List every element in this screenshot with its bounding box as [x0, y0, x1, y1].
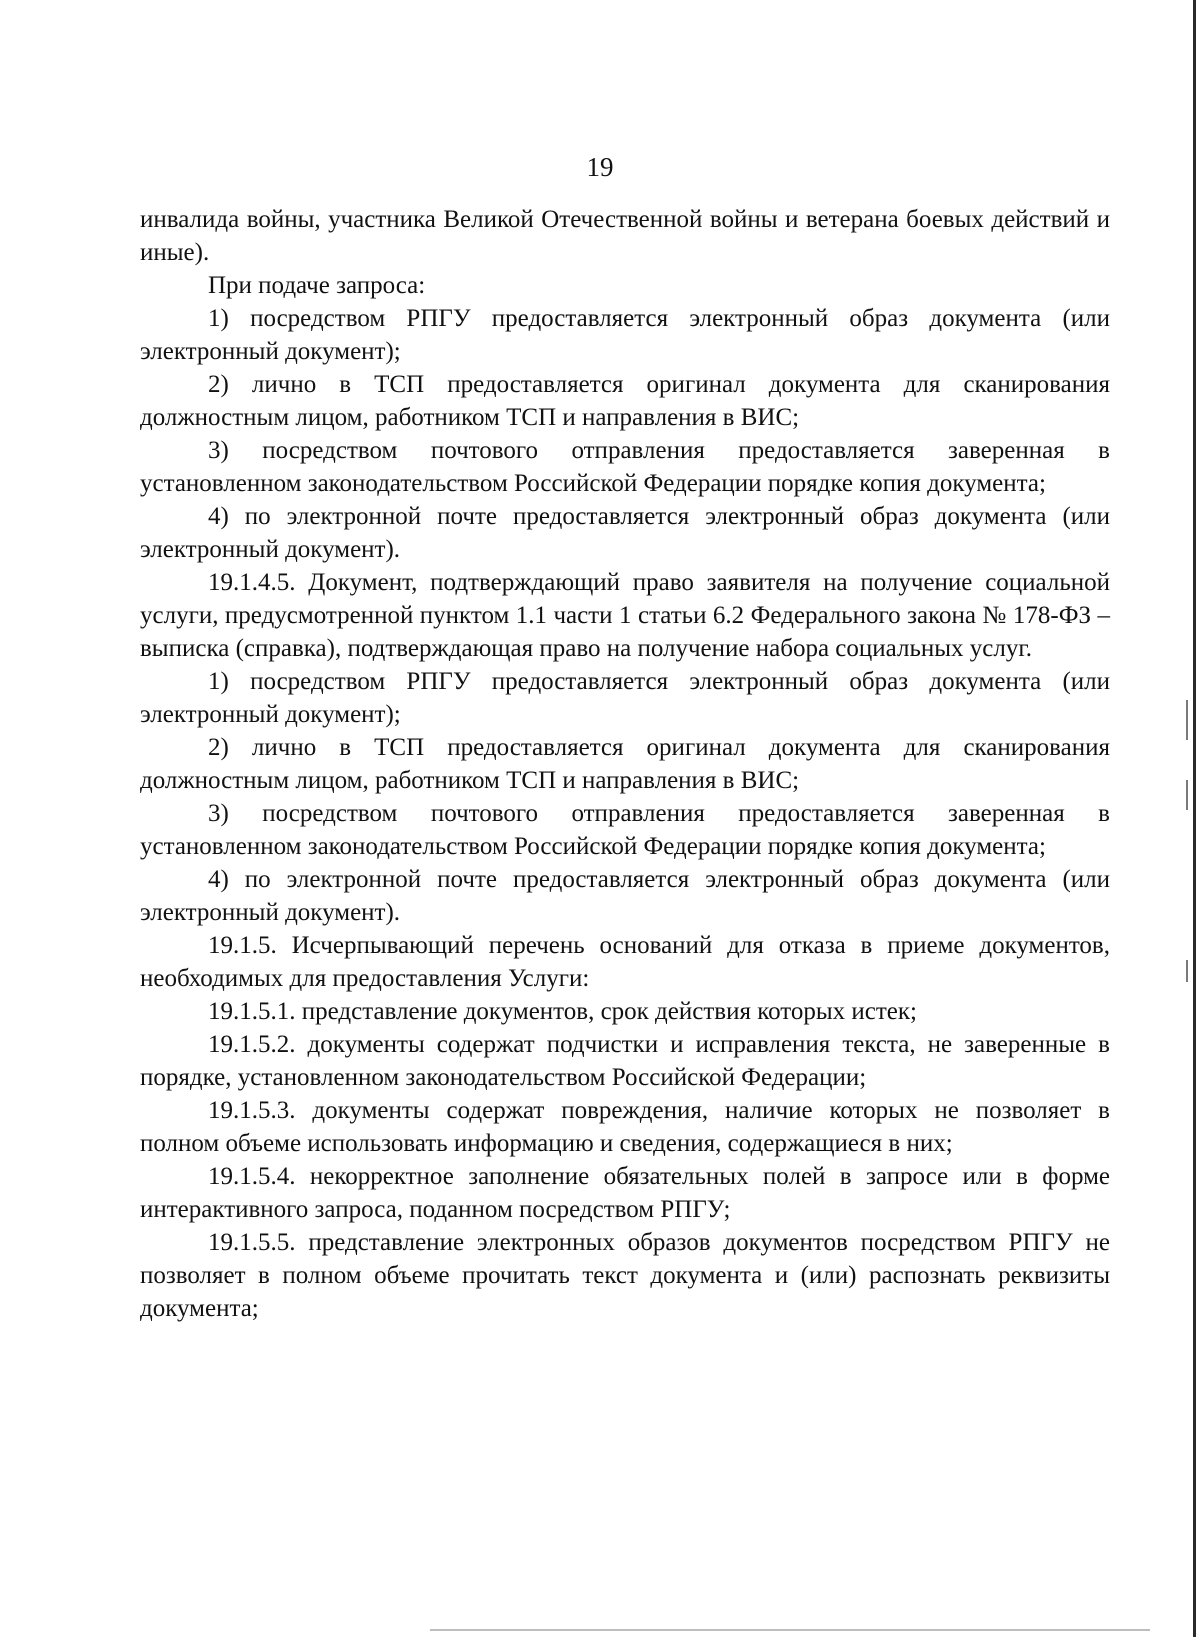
paragraph: 3) посредством почтового отправления предоставляется заверенная в установленном законодательством Российской Федерации порядке копия документа; — [140, 437, 1110, 497]
paragraph: 19.1.5.2. документы содержат подчистки и исправления текста, не заверенные в порядке, установленном законодательством Российской Федерации; — [140, 1031, 1110, 1091]
paragraph: 4) по электронной почте предоставляется электронный образ документа (или электронный документ). — [140, 866, 1110, 926]
paragraph: инвалида войны, участника Великой Отечественной войны и ветерана боевых действий и иные). — [140, 206, 1110, 266]
paragraph: 2) лично в ТСП предоставляется оригинал документа для сканирования должностным лицом, работником ТСП и направления в ВИС; — [140, 371, 1110, 431]
paragraph: 2) лично в ТСП предоставляется оригинал документа для сканирования должностным лицом, работником ТСП и направления в ВИС; — [140, 734, 1110, 794]
paragraph: 19.1.5.1. представление документов, срок действия которых истек; — [208, 998, 917, 1025]
scan-mark — [1186, 700, 1188, 740]
paragraph: 19.1.5.4. некорректное заполнение обязательных полей в запросе или в форме интерактивного запроса, поданном посредством РПГУ; — [140, 1163, 1110, 1223]
paragraph: При подаче запроса: — [208, 272, 426, 299]
paragraph: 3) посредством почтового отправления предоставляется заверенная в установленном законодательством Российской Федерации порядке копия документа; — [140, 800, 1110, 860]
scan-right-edge — [1193, 0, 1196, 1637]
document-body — [140, 203, 1110, 1325]
paragraph: 19.1.4.5. Документ, подтверждающий право заявителя на получение социальной услуги, предусмотренной пунктом 1.1 части 1 статьи 6.2 Федерального закона № 178-ФЗ – выписка (справка), подтверждающая право на получение набора социальных услуг. — [140, 569, 1110, 662]
paragraph: 1) посредством РПГУ предоставляется электронный образ документа (или электронный документ); — [140, 305, 1110, 365]
scan-mark — [1186, 780, 1188, 810]
page-number: 19 — [586, 152, 614, 182]
scan-bottom-edge — [430, 1629, 1150, 1631]
scan-mark — [1186, 960, 1188, 982]
paragraph: 1) посредством РПГУ предоставляется электронный образ документа (или электронный документ); — [140, 668, 1110, 728]
paragraph: 19.1.5. Исчерпывающий перечень оснований для отказа в приеме документов, необходимых для предоставления Услуги: — [140, 932, 1110, 992]
paragraph: 19.1.5.3. документы содержат повреждения, наличие которых не позволяет в полном объеме использовать информацию и сведения, содержащиеся в них; — [140, 1097, 1110, 1157]
paragraph: 19.1.5.5. представление электронных образов документов посредством РПГУ не позволяет в полном объеме прочитать текст документа и (или) распознать реквизиты документа; — [140, 1229, 1110, 1322]
paragraph: 4) по электронной почте предоставляется электронный образ документа (или электронный документ). — [140, 503, 1110, 563]
